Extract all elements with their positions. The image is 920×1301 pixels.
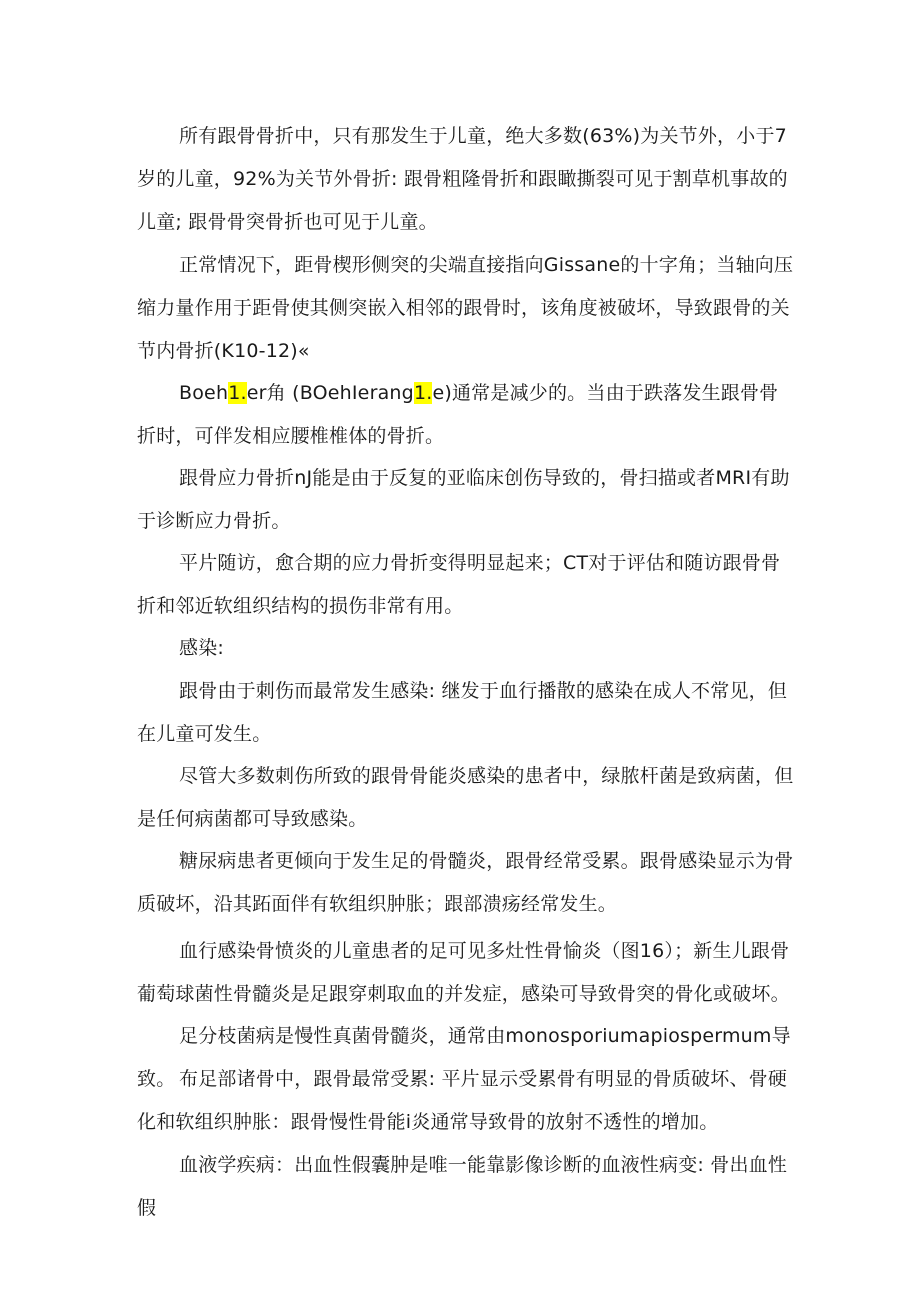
paragraph-5: 平片随访，愈合期的应力骨折变得明显起来；CT对于评估和随访跟骨骨折和邻近软组织结构的损伤非常有用。 xyxy=(137,552,781,617)
paragraph-1: 所有跟骨骨折中，只有那发生于儿童，绝大多数(63%)为关节外，小于7岁的儿童，92%为关节外骨折: 跟骨粗隆骨折和跟瞰撕裂可见于割草机事故的儿童; 跟骨骨突骨折也可见于儿童。 xyxy=(137,125,788,233)
paragraph-3 xyxy=(137,372,797,458)
paragraph-3-part-1: Boeh xyxy=(179,382,229,404)
highlight-mark-2: 1. xyxy=(413,382,433,404)
paragraph-2: 正常情况下，距骨楔形侧突的尖端直接指向Gissane的十字角；当轴向压缩力量作用于距骨使其侧突嵌入相邻的跟骨时，该角度被破坏，导致跟骨的关节内骨折(K10-12)« xyxy=(137,254,794,362)
paragraph-3-part-2: er角 (BOehIerang xyxy=(246,382,414,404)
section-heading-infection: 感染: xyxy=(179,637,225,659)
paragraph-6: 跟骨由于刺伤而最常发生感染: 继发于血行播散的感染在成人不常见，但在儿童可发生。 xyxy=(137,680,788,745)
paragraph-12: 血液学疾病：出血性假囊肿是唯一能靠影像诊断的血液性病变: 骨出血性假 xyxy=(137,1154,788,1219)
paragraph-11: 布足部诸骨中，跟骨最常受累: 平片显示受累骨有明显的骨质破坏、骨硬化和软组织肿胀：跟骨慢性骨能i炎通常导致骨的放射不透性的增加。 xyxy=(137,1068,788,1133)
highlight-mark-1: 1. xyxy=(228,382,247,404)
paragraph-10: 足分枝菌病是慢性真菌骨髓炎，通常由monosporiumapiospermum导致。 xyxy=(137,1025,791,1090)
paragraph-4: 跟骨应力骨折nJ能是由于反复的亚临床创伤导致的，骨扫描或者MRI有助于诊断应力骨折。 xyxy=(137,467,790,532)
paragraph-7: 尽管大多数刺伤所致的跟骨骨能炎感染的患者中，绿脓杆菌是致病菌，但是任何病菌都可导致感染。 xyxy=(137,765,794,830)
paragraph-9: 血行感染骨愤炎的儿童患者的足可见多灶性骨愉炎（图16）；新生儿跟骨葡萄球菌性骨髓炎是足跟穿刺取血的并发症，感染可导致骨突的骨化或破坏。 xyxy=(137,940,790,1005)
paragraph-8: 糖尿病患者更倾向于发生足的骨髓炎，跟骨经常受累。跟骨感染显示为骨质破坏，沿其跖面伴有软组织肿胀；跟部溃疡经常发生。 xyxy=(137,850,794,915)
paragraph-3-part-3: e)通常是减少的。当由于跌落发生跟骨骨折时，可伴发相应腰椎椎体的骨折。 xyxy=(137,382,779,447)
